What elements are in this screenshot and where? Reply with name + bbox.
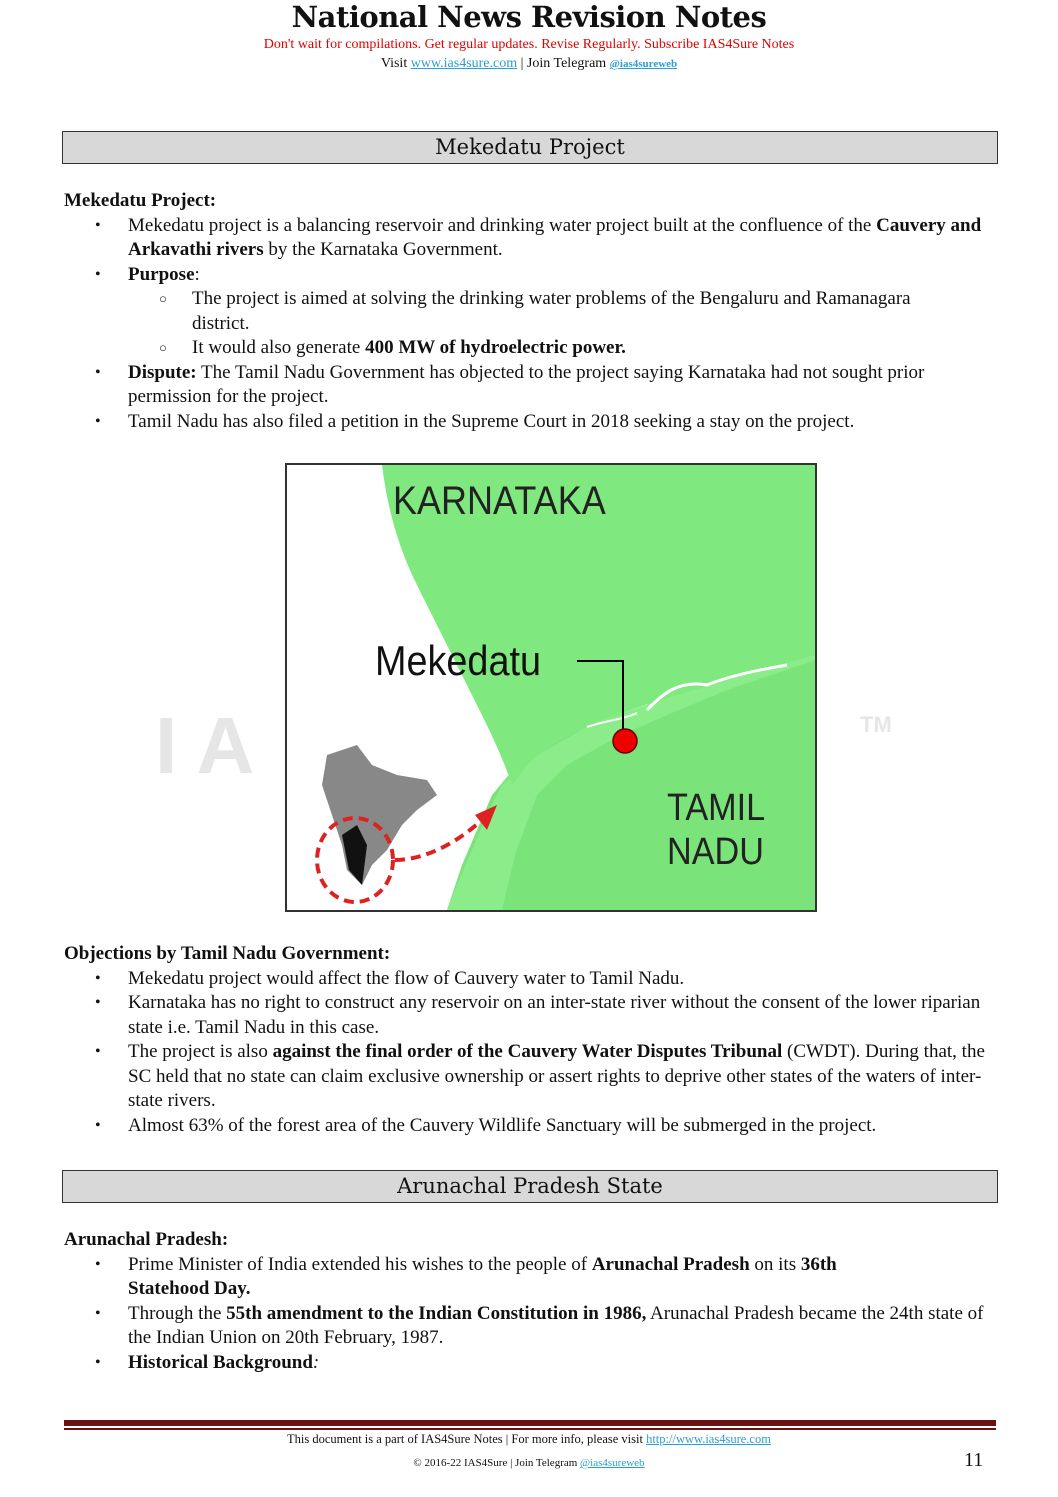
list-item: • Through the 55th amendment to the Indian Constitution in 1986, Arunachal Pradesh became the 24th state of the Indian Union on 20th February, 1987.: [64, 1302, 994, 1351]
label-karnataka: KARNATAKA: [393, 479, 606, 523]
footer-divider: [64, 1420, 996, 1426]
visit-label: Visit: [380, 56, 411, 71]
section-heading: Arunachal Pradesh:: [64, 1229, 229, 1250]
footer-divider-thin: [64, 1428, 996, 1430]
sub-list-item: ○ It would also generate 400 MW of hydroelectric power.: [64, 336, 994, 361]
footer-line2: © 2016-22 IAS4Sure | Join Telegram @ias4sureweb: [413, 1457, 645, 1469]
mekedatu-map: [285, 463, 817, 912]
telegram-link[interactable]: @ias4sureweb: [609, 58, 678, 70]
list-item: • Purpose:: [64, 263, 994, 288]
list-item: • Dispute: The Tamil Nadu Government has objected to the project saying Karnataka had not sought prior permission for the project.: [64, 361, 994, 410]
website-link[interactable]: www.ias4sure.com: [410, 56, 518, 71]
list-item: • Mekedatu project would affect the flow of Cauvery water to Tamil Nadu.: [64, 967, 994, 992]
list-item: • Tamil Nadu has also filed a petition in the Supreme Court in 2018 seeking a stay on the project.: [64, 410, 994, 435]
list-item: • Prime Minister of India extended his wishes to the people of Arunachal Pradesh on its 36th Statehood Day.: [64, 1253, 994, 1302]
telegram-label: | Join Telegram: [517, 56, 610, 71]
section-heading: Objections by Tamil Nadu Government:: [64, 943, 391, 964]
footer-website-link[interactable]: http://www.ias4sure.com: [646, 1432, 771, 1446]
footer-telegram-link[interactable]: @ias4sureweb: [580, 1457, 645, 1469]
list-item: • Mekedatu project is a balancing reservoir and drinking water project built at the confluence of the Cauvery and Arkavathi rivers by the Karnataka Government.: [64, 214, 994, 263]
list-item: • The project is also against the final order of the Cauvery Water Disputes Tribunal (CWDT). During that, the SC held that no state can claim exclusive ownership or assert rights to deprive other states of the waters of inter-state rivers.: [64, 1040, 994, 1114]
page-number: 11: [964, 1449, 984, 1471]
watermark-tm: TM: [860, 712, 892, 737]
section-heading: Mekedatu Project:: [64, 190, 217, 211]
page-title: National News Revision Notes: [291, 0, 767, 34]
sub-list-item: ○ The project is aimed at solving the drinking water problems of the Bengaluru and Ramanagara district.: [64, 287, 994, 336]
footer-line1: This document is a part of IAS4Sure Notes | For more info, please visit http://www.ias4sure.com: [287, 1432, 771, 1446]
visit-line: [0, 56, 1058, 72]
tagline: Don't wait for compilations. Get regular updates. Revise Regularly. Subscribe IAS4Sure Notes: [263, 37, 795, 52]
label-nadu: NADU: [667, 831, 764, 873]
watermark-logo: I A: [155, 701, 255, 790]
arunachal-section: [64, 1228, 994, 1375]
list-item: • Historical Background:: [64, 1351, 994, 1376]
section-title-arunachal: Arunachal Pradesh State: [62, 1170, 998, 1203]
label-mekedatu: Mekedatu: [375, 637, 542, 684]
list-item: • Karnataka has no right to construct any reservoir on an inter-state river without the consent of the lower riparian state i.e. Tamil Nadu in this case.: [64, 991, 994, 1040]
label-tamil: TAMIL: [667, 787, 766, 829]
section-title-mekedatu: Mekedatu Project: [62, 131, 998, 164]
mekedatu-section: [64, 189, 994, 434]
objections-section: [64, 942, 994, 1138]
list-item: • Almost 63% of the forest area of the Cauvery Wildlife Sanctuary will be submerged in the project.: [64, 1114, 994, 1139]
